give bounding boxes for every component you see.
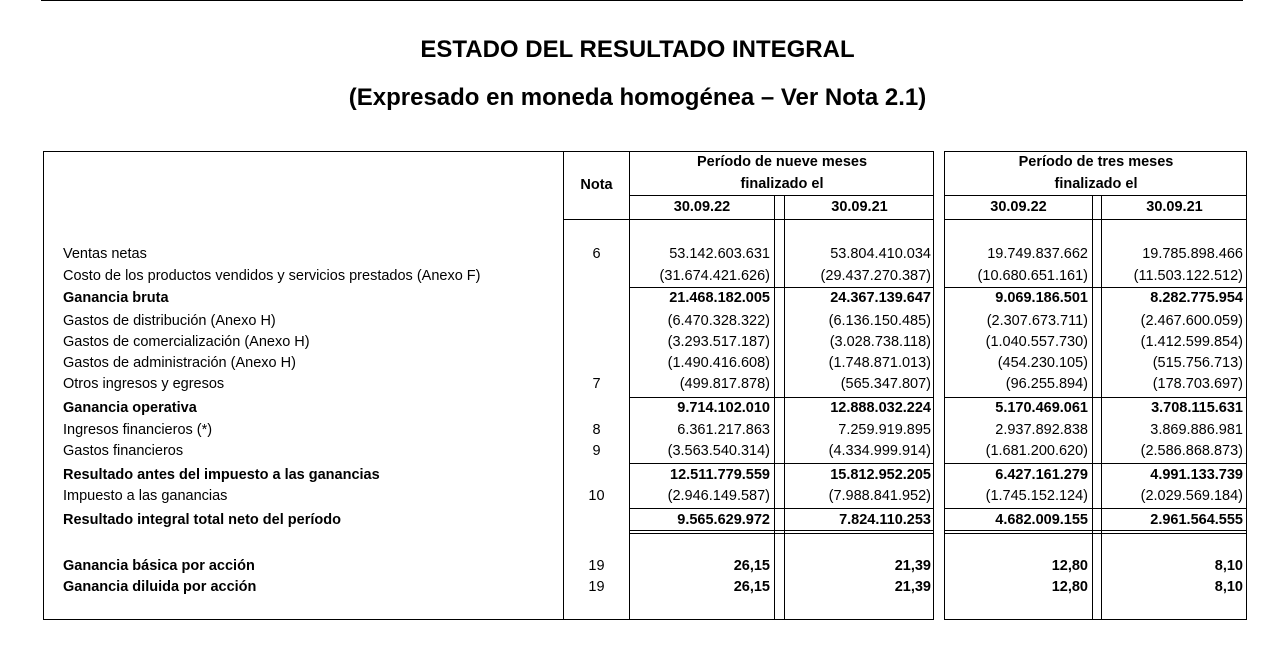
row-value-col3: (1.681.200.620) [985, 443, 1088, 459]
rule-antes-r [945, 463, 1247, 464]
row-value-col1: 12.511.779.559 [670, 467, 770, 483]
row-label: Ganancia operativa [63, 400, 197, 416]
row-label: Ganancia diluida por acción [63, 579, 257, 595]
rule-total-r [945, 508, 1247, 509]
row-value-col3: 19.749.837.662 [987, 246, 1088, 262]
row-value-col1: 53.142.603.631 [669, 246, 770, 262]
rule-total-bottom2-r [945, 533, 1247, 534]
row-value-col2: 21,39 [894, 579, 931, 595]
row-value-col1: (2.946.149.587) [667, 488, 770, 504]
rule-total [630, 508, 934, 509]
row-value-col4: 2.961.564.555 [1150, 512, 1243, 528]
row-value-col3: 12,80 [1051, 579, 1088, 595]
row-value-col2: 24.367.139.647 [830, 290, 931, 306]
row-value-col1: (6.470.328.322) [667, 313, 770, 329]
row-value-col4: 8,10 [1214, 558, 1243, 574]
row-value-col4: (515.756.713) [1152, 355, 1243, 371]
row-nota: 10 [588, 488, 605, 504]
row-label: Resultado antes del impuesto a las ganancias [63, 467, 380, 483]
rule-total-bottom-r [945, 530, 1247, 531]
row-value-col1: (499.817.878) [679, 376, 770, 392]
row-nota: 6 [592, 246, 601, 262]
row-value-col4: (2.467.600.059) [1140, 313, 1243, 329]
nota-header: Nota [580, 177, 613, 193]
row-value-col3: 12,80 [1051, 558, 1088, 574]
row-value-col4: (2.029.569.184) [1140, 488, 1243, 504]
row-value-col1: 6.361.217.863 [677, 422, 770, 438]
row-value-col4: 3.869.886.981 [1150, 422, 1243, 438]
row-label: Gastos de comercialización (Anexo H) [63, 334, 310, 350]
row-value-col3: (454.230.105) [997, 355, 1088, 371]
header-bottom-right [945, 219, 1247, 220]
row-value-col2: 53.804.410.034 [830, 246, 931, 262]
row-label: Ventas netas [63, 246, 147, 262]
row-value-col3: 2.937.892.838 [995, 422, 1088, 438]
row-value-col3: 6.427.161.279 [995, 467, 1088, 483]
row-value-col3: 9.069.186.501 [995, 290, 1088, 306]
row-value-col1: 26,15 [733, 558, 770, 574]
row-value-col4: 8,10 [1214, 579, 1243, 595]
row-value-col1: (3.293.517.187) [667, 334, 770, 350]
rule-antes [630, 463, 934, 464]
divider-col12-a [774, 196, 775, 620]
row-value-col4: (1.412.599.854) [1140, 334, 1243, 350]
row-value-col1: 9.565.629.972 [677, 512, 770, 528]
page-title: ESTADO DEL RESULTADO INTEGRAL [420, 36, 855, 63]
row-label: Costo de los productos vendidos y servicios prestados (Anexo F) [63, 268, 481, 284]
row-label: Ganancia bruta [63, 290, 169, 306]
row-label: Gastos de distribución (Anexo H) [63, 313, 276, 329]
row-value-col3: 4.682.009.155 [995, 512, 1088, 528]
row-value-col4: (178.703.697) [1152, 376, 1243, 392]
row-value-col2: 7.824.110.253 [839, 512, 931, 528]
page-subtitle: (Expresado en moneda homogénea – Ver Nota 2.1) [348, 84, 927, 111]
row-value-col1: (3.563.540.314) [667, 443, 770, 459]
row-value-col4: 8.282.775.954 [1150, 290, 1243, 306]
row-nota: 8 [592, 422, 601, 438]
row-nota: 19 [588, 579, 605, 595]
row-value-col4: (11.503.122.512) [1133, 268, 1243, 284]
header-bottom-left [564, 219, 934, 220]
row-value-col2: 12.888.032.224 [830, 400, 931, 416]
row-value-col1: (31.674.421.626) [659, 268, 770, 284]
row-nota: 7 [592, 376, 601, 392]
period-9-line1: Período de nueve meses [696, 154, 868, 170]
row-label: Gastos de administración (Anexo H) [63, 355, 296, 371]
row-value-col2: 21,39 [894, 558, 931, 574]
period-3-line2: finalizado el [1054, 176, 1138, 192]
period-3-line1: Período de tres meses [1018, 154, 1174, 170]
row-value-col4: 3.708.115.631 [1151, 400, 1243, 416]
row-value-col3: (1.040.557.730) [985, 334, 1088, 350]
row-value-col3: (96.255.894) [1005, 376, 1088, 392]
row-value-col2: (7.988.841.952) [828, 488, 931, 504]
date-col3: 30.09.22 [990, 199, 1047, 215]
row-value-col2: (1.748.871.013) [828, 355, 931, 371]
row-value-col1: 9.714.102.010 [677, 400, 770, 416]
date-col2: 30.09.21 [831, 199, 888, 215]
row-value-col3: (1.745.152.124) [985, 488, 1088, 504]
row-value-col3: (10.680.651.161) [977, 268, 1088, 284]
row-label: Impuesto a las ganancias [63, 488, 228, 504]
row-label: Ingresos financieros (*) [63, 422, 213, 438]
row-value-col2: (565.347.807) [840, 376, 931, 392]
row-value-col2: (3.028.738.118) [829, 334, 931, 350]
period-9-line2: finalizado el [740, 176, 824, 192]
row-value-col2: (6.136.150.485) [828, 313, 931, 329]
row-value-col3: 5.170.469.061 [995, 400, 1088, 416]
row-value-col3: (2.307.673.711) [986, 313, 1088, 329]
top-rule [41, 0, 1243, 1]
row-value-col1: 26,15 [733, 579, 770, 595]
row-value-col4: (2.586.868.873) [1140, 443, 1243, 459]
rule-total-bottom2 [630, 533, 934, 534]
row-value-col2: 15.812.952.205 [830, 467, 931, 483]
row-value-col1: (1.490.416.608) [667, 355, 770, 371]
row-label: Resultado integral total neto del período [63, 512, 341, 528]
row-label: Gastos financieros [63, 443, 184, 459]
row-value-col1: 21.468.182.005 [669, 290, 770, 306]
date-col4: 30.09.21 [1146, 199, 1203, 215]
date-col1: 30.09.22 [673, 199, 731, 215]
row-value-col4: 19.785.898.466 [1142, 246, 1243, 262]
row-value-col2: 7.259.919.895 [838, 422, 931, 438]
row-label: Ganancia básica por acción [63, 558, 255, 574]
row-label: Otros ingresos y egresos [63, 376, 225, 392]
row-nota: 19 [588, 558, 605, 574]
row-value-col2: (4.334.999.914) [828, 443, 931, 459]
rule-total-bottom [630, 530, 934, 531]
row-value-col4: 4.991.133.739 [1150, 467, 1243, 483]
row-value-col2: (29.437.270.387) [820, 268, 931, 284]
row-nota: 9 [592, 443, 601, 459]
